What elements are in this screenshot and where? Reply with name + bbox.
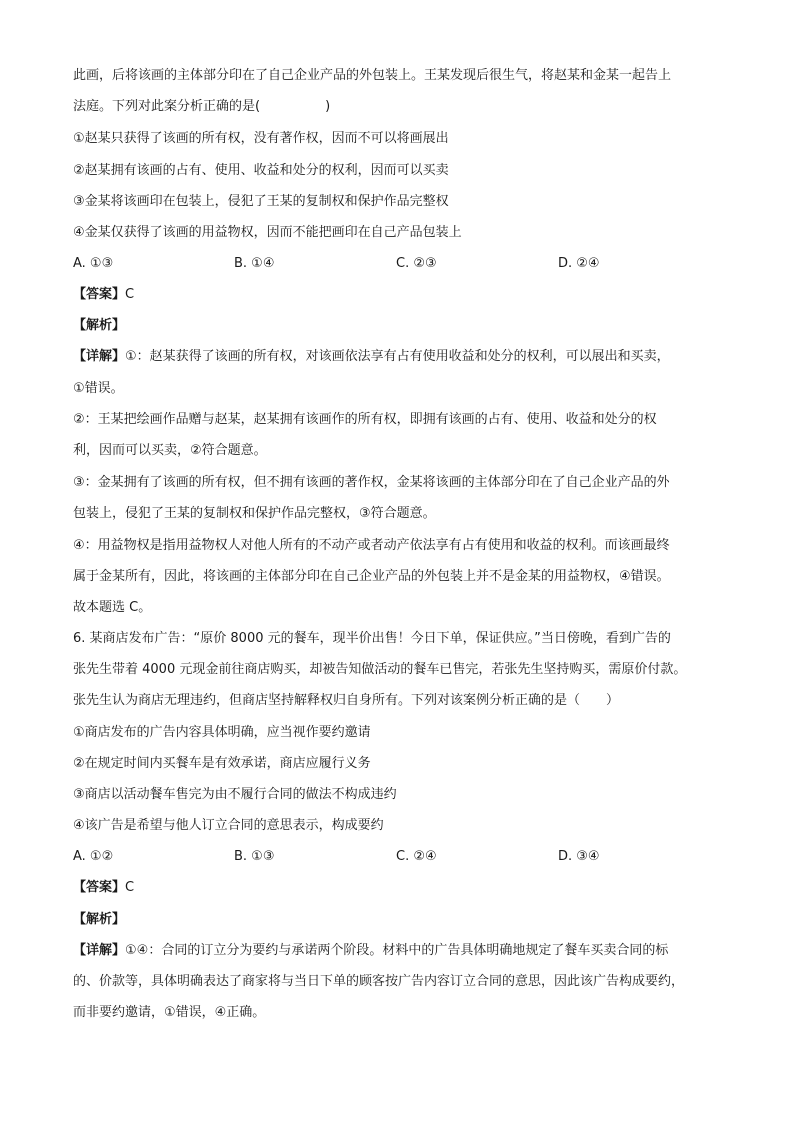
q6-options — [73, 847, 733, 867]
q5-detail-line-1 — [73, 347, 733, 367]
q6-option-a: A. ①② — [73, 849, 114, 864]
q6-answer — [73, 878, 733, 898]
q6-detail-line-3: 而非要约邀请，①错误，④正确。 — [73, 1005, 266, 1020]
q5-answer-value: C — [125, 287, 135, 302]
q5-detail-line-7: ④：用益物权是指用益物权人对他人所有的不动产或者动产依法享有占有使用和收益的权利。而该画最终 — [73, 538, 670, 553]
q6-option-b: B. ①③ — [234, 849, 275, 864]
q6-statement-1: ①商店发布的广告内容具体明确，应当视作要约邀请 — [73, 725, 371, 740]
q5-detail-line-4: 利，因而可以买卖，②符合题意。 — [73, 443, 267, 458]
q5-answer-tag: 【答案】 — [73, 287, 126, 302]
q6-option-c: C. ②④ — [396, 849, 437, 864]
q6-answer-tag: 【答案】 — [73, 880, 126, 895]
q5-option-b: B. ①④ — [234, 256, 275, 271]
q6-option-d: D. ③④ — [558, 849, 600, 864]
q5-stem-line-1: 此画，后将该画的主体部分印在了自己企业产品的外包装上。王某发现后很生气，将赵某和金某一起告上 — [73, 68, 672, 83]
q6-analysis-label: 【解析】 — [73, 912, 126, 927]
q6-statement-3: ③商店以活动餐车售完为由不履行合同的做法不构成违约 — [73, 787, 397, 802]
q5-conclusion: 故本题选 C。 — [73, 600, 152, 615]
q6-detail-line-2: 的、价款等，具体明确表达了商家将与当日下单的顾客按广告内容订立合同的意思，因此该广告构成要约， — [73, 974, 685, 989]
q5-options — [73, 254, 733, 274]
q5-option-c: C. ②③ — [396, 256, 437, 271]
q5-statement-1: ①赵某只获得了该画的所有权，没有著作权，因而不可以将画展出 — [73, 131, 449, 146]
q6-answer-value: C — [125, 880, 135, 895]
q5-detail-text-1: ①：赵某获得了该画的所有权，对该画依法享有占有使用收益和处分的权利，可以展出和买卖， — [125, 349, 670, 364]
q5-stem-line-2: 法庭。下列对此案分析正确的是( ) — [73, 99, 331, 114]
q6-detail-text-1: ①④：合同的订立分为要约与承诺两个阶段。材料中的广告具体明确地规定了餐车买卖合同的标 — [125, 943, 669, 958]
q6-stem-line-3: 张先生认为商店无理违约，但商店坚持解释权归自身所有。下列对该案例分析正确的是（ ） — [73, 693, 620, 708]
q5-detail-line-5: ③：金某拥有了该画的所有权，但不拥有该画的著作权，金某将该画的主体部分印在了自己企业产品的外 — [73, 475, 670, 490]
q6-detail-tag: 【详解】 — [73, 943, 126, 958]
q5-option-a: A. ①③ — [73, 256, 114, 271]
q5-analysis-label: 【解析】 — [73, 318, 126, 333]
q6-statement-4: ④该广告是希望与他人订立合同的意思表示，构成要约 — [73, 818, 384, 833]
q5-detail-line-3: ②：王某把绘画作品赠与赵某，赵某拥有该画作的所有权，即拥有该画的占有、使用、收益和处分的权 — [73, 412, 657, 427]
q6-stem-line-2: 张先生带着 4000 元现金前往商店购买，却被告知做活动的餐车已售完，若张先生坚持购买，需原价付款。 — [73, 662, 687, 677]
q5-statement-2: ②赵某拥有该画的占有、使用、收益和处分的权利，因而可以买卖 — [73, 163, 449, 178]
q5-detail-line-8: 属于金某所有，因此，将该画的主体部分印在自己企业产品的外包装上并不是金某的用益物权，④错误。 — [73, 569, 670, 584]
q5-option-d: D. ②④ — [558, 256, 600, 271]
q5-detail-tag: 【详解】 — [73, 349, 126, 364]
q5-statement-4: ④金某仅获得了该画的用益物权，因而不能把画印在自己产品包装上 — [73, 225, 462, 240]
q6-stem-line-1: 6. 某商店发布广告：“原价 8000 元的餐车，现半价出售！今日下单，保证供应。”当日傍晚，看到广告的 — [73, 631, 671, 646]
q6-statement-2: ②在规定时间内买餐车是有效承诺，商店应履行义务 — [73, 756, 371, 771]
q5-answer — [73, 285, 733, 305]
q6-detail-line-1 — [73, 941, 733, 961]
q5-detail-line-6: 包装上，侵犯了王某的复制权和保护作品完整权，③符合题意。 — [73, 506, 436, 521]
q5-statement-3: ③金某将该画印在包装上，侵犯了王某的复制权和保护作品完整权 — [73, 194, 449, 209]
q5-detail-line-2: ①错误。 — [73, 381, 124, 396]
